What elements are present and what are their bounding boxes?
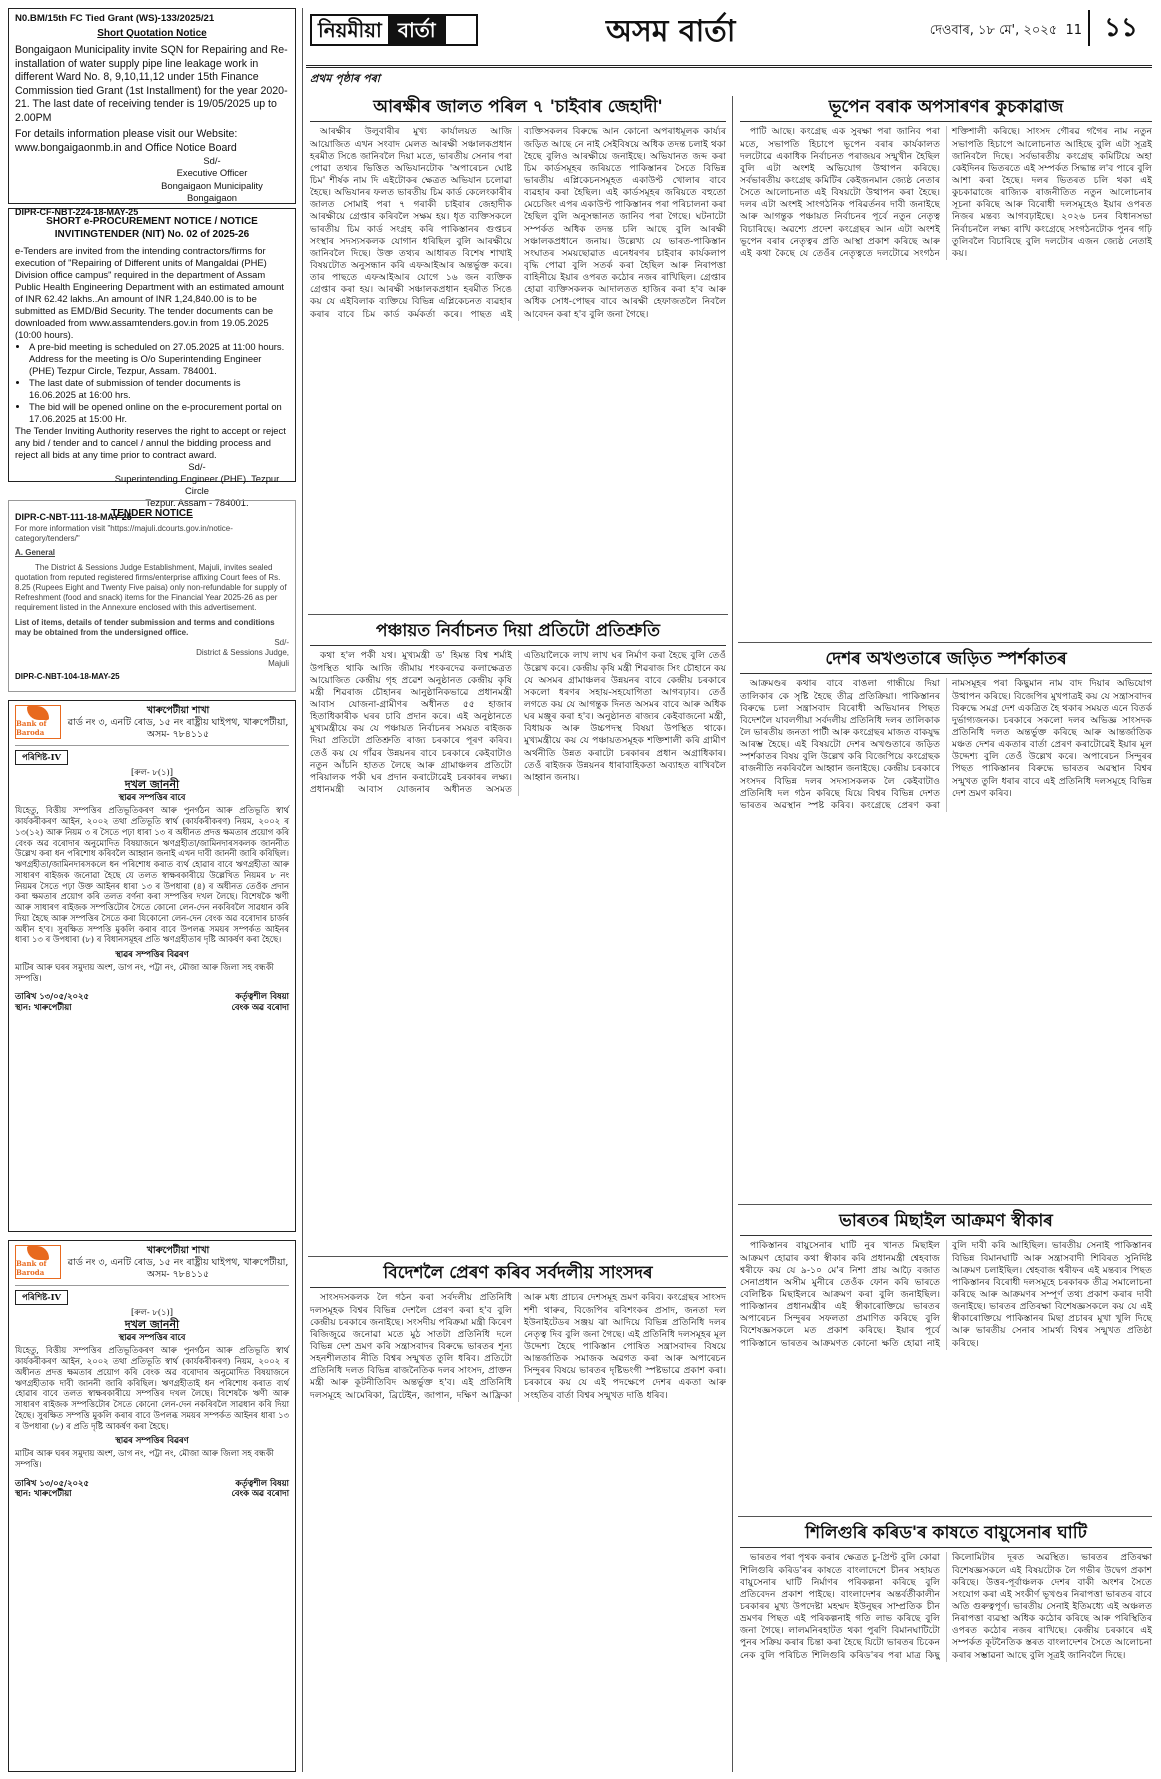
schedule-title: স্থাৱৰ সম্পত্তিৰ বিৱৰণ [115, 949, 189, 960]
bank-header [15, 705, 289, 746]
notice-closing: The Tender Inviting Authority reserves the right to accept or reject any bid / tender and to cancel / annul the bidding process and reject all bids at any time prior to contract award. [15, 425, 286, 461]
bank-logo-icon: Bank of Baroda [15, 705, 61, 739]
article-headline[interactable]: ভূপেন বৰাক অপসাৰণৰ কুচকাৱাজ [740, 96, 1152, 122]
notice-heading: Short Quotation Notice [97, 28, 207, 40]
notice-signature: তাৰিখ ১৩/০৫/২০২৫ স্থান: খাৰুপেটীয়া কৰ্তৃত্বশীল বিষয়া বেংক অৱ বৰোদা [15, 991, 289, 1013]
notice-body: যিহেতু, বিত্তীয় সম্পত্তিৰ প্ৰতিভূতিকৰণ আৰু পুনৰ্গঠন আৰু প্ৰতিভূতি স্বাৰ্থ কাৰ্যকৰীকৰণ আইন, ২০০২ তথা প্ৰতিভূতি স্বাৰ্থ (কাৰ্যকৰীকৰণ) নিয়ম, ২০০২ ৰ ১৩(১২) আৰু নিয়ম ৩ ৰ সৈতে পঢ়া ধাৰা ১৩ ৰ অধীনত প্ৰদত্ত ক্ষমতাৰ প্ৰয়োগ কৰি বেংক অৱ বৰোদাৰ অনুমোদিত বিষয়াজনে ঋণগ্ৰহীতা/জামিনদাৰসকলক জাননীত উল্লেখ কৰা ধন পৰিশোধ কৰিবলৈ আহ্বান জনাই এখন দাবী জাননী জাৰি কৰিছিল। ঋণগ্ৰহীতা/জামিনদাৰসকলে ধন পৰিশোধ কৰাত ব্যৰ্থ হোৱাৰ বাবে ঋণগ্ৰহীতা আৰু সাধাৰণ ৰাইজক জনোৱা হৈছে যে তলত স্বাক্ষৰকাৰীয়ে উল্লেখিত নিয়মৰ ৮ নং নিয়মৰ সৈতে পঢ়া উক্ত আইনৰ ধাৰা ১৩ ৰ উপধাৰা (৪) ৰ অধীনত তেওঁক প্ৰদান কৰা ক্ষমতাৰ প্ৰয়োগ কৰি তলত বৰ্ণনা কৰা সম্পত্তিৰ দখল লৈছে। বিশেষকৈ ঋণী আৰু সাধাৰণ ৰাইজক সম্পত্তিটোৰ সৈতে কোনো লেন-দেন নকৰিবলৈ সাৱধান কৰি দিয়া হৈছে আৰু সম্পত্তিৰ সৈতে কৰা যিকোনো লেন-দেন বেংক অৱ বৰোদাৰ চাৰ্জৰ অধীন হ'ব। সুৰক্ষিত সম্পত্তি মুকলি কৰাৰ বাবে উপলব্ধ সময়ৰ সম্পৰ্কত আইনৰ ধাৰা ১৩ ৰ উপধাৰা (৮) ৰ বিধানসমূহৰ প্ৰতি ঋণগ্ৰহীতাৰ দৃষ্টি আকৰ্ষণ কৰা হৈছে। [15, 805, 289, 945]
short-quotation-notice [8, 8, 296, 217]
notice-body: The District & Sessions Judge Establishment, Majuli, invites sealed quotation from reputed registered firms/enterprise affixing Court fees of Rs. 8.25 (Rupees Eight and Twenty Five paisa) only non-refundable for supply of Refreshment (food and snack) items for the Financial Year 2025-26 as per requirement listed in the Annexure enclosed with this advertisement. [15, 562, 287, 613]
notice-body: যিহেতু, বিত্তীয় সম্পত্তিৰ প্ৰতিভূতিকৰণ আৰু পুনৰ্গঠন আৰু প্ৰতিভূতি স্বাৰ্থ কাৰ্যকৰীকৰণ আইন, ২০০২ তথা প্ৰতিভূতি স্বাৰ্থ (কাৰ্যকৰীকৰণ) নিয়ম, ২০০২ ৰ অধীনত প্ৰদত্ত ক্ষমতাৰ প্ৰয়োগ কৰি বেংক অৱ বৰোদাৰ অনুমোদিত বিষয়াজনে ঋণগ্ৰহীতাক দাবী জাননী জাৰি কৰিছিল। ঋণগ্ৰহীতাই ধন পৰিশোধ কৰাত ব্যৰ্থ হোৱাৰ বাবে তলত স্বাক্ষৰকাৰীয়ে সম্পত্তিৰ দখল লৈছে। বিশেষকৈ ঋণী আৰু সাধাৰণ ৰাইজক সম্পত্তিটোৰ সৈতে কোনো লেন-দেন নকৰিবলৈ সাৱধান কৰি দিয়া হৈছে। সুৰক্ষিত সম্পত্তি মুকলি কৰাৰ বাবে উপলব্ধ সময়ৰ সম্পৰ্কত আইনৰ ধাৰা ১৩ ৰ উপধাৰা (৮) ৰ প্ৰতি দৃষ্টি আকৰ্ষণ কৰা হৈছে। [15, 1345, 289, 1431]
list-item: • The bid will be opened online on the e-procurement portal on 17.06.2025 at 15:00 Hr. [29, 401, 289, 425]
article-body: কথা হ'ল পৰ্কী যথ। মুখ্যমন্ত্ৰী ড' হিমন্ত বিশ্ব শৰ্মাই উপস্থিত থাকি আজি জীমায় শংকৰদেৱ কলাক্ষেত্ৰত আয়োজিত কেন্দ্ৰীয় গৃহ প্ৰৱেশ অনুষ্ঠানত কেন্দ্ৰীয় কৃষি মন্ত্ৰী শিৱৰাজ চৌহানৰ আনুষ্ঠানিকভাৱে প্ৰধানমন্ত্ৰী আবাস যোজনা-গ্ৰামীণৰ অধীনত ৫৫ হাজাৰ হিতাধিকাৰীক ঘৰৰ চাবি প্ৰদান কৰে। এই অনুষ্ঠানতে মুখ্যমন্ত্ৰীয়ে কয় যে পঞ্চায়ত নিৰ্বাচনৰ সময়ত ৰাইজক দিয়া প্ৰতিটো প্ৰতিশ্ৰুতি ৰাজ্য চৰকাৰে পূৰণ কৰিব। তেওঁ কয় যে গাঁৱৰ উন্নয়নৰ বাবে চৰকাৰে কেইবাটাও নতুন আঁচনি হাতত লৈছে আৰু গ্ৰামাঞ্চলৰ প্ৰতিটো পৰিয়ালক পকী ঘৰ প্ৰদান কৰাটোৱেই চৰকাৰৰ লক্ষ্য। প্ৰধানমন্ত্ৰী আবাস যোজনাৰ অধীনত অসমত এতিয়ালৈকে লাখ লাখ ঘৰ নিৰ্মাণ কৰা হৈছে বুলি তেওঁ উল্লেখ কৰে। কেন্দ্ৰীয় কৃষি মন্ত্ৰী শিৱৰাজ সিং চৌহানে কয় যে অসমৰ গ্ৰামাঞ্চলৰ উন্নয়নৰ বাবে কেন্দ্ৰীয় চৰকাৰে সকলো ধৰণৰ সহায়-সহযোগিতা আগবঢ়াব। তেওঁ লগতে কয় যে আগন্তুক দিনত অসমৰ বাবে আৰু অধিক ঘৰ মঞ্জুৰ কৰা হ'ব। অনুষ্ঠানত ৰাজ্যৰ কেইবাজনো মন্ত্ৰী, বিধায়ক আৰু উচ্চপদস্থ বিষয়া উপস্থিত থাকে। মুখ্যমন্ত্ৰীয়ে কয় যে পঞ্চায়তসমূহক শক্তিশালী কৰি গ্ৰামীণ অৰ্থনীতি উন্নত কৰাটো চৰকাৰৰ প্ৰধান অগ্ৰাধিকাৰ। তেওঁ ৰাইজক উন্নয়নৰ ধাৰাবাহিকতা অব্যাহত ৰাখিবলৈ আহ্বান জনায়। [310, 650, 726, 795]
notice-title: দখল জাননী [124, 1317, 180, 1331]
newspaper-logo[interactable] [310, 14, 478, 46]
notice-body: Bongaigaon Municipality invite SQN for Repairing and Re-installation of water supply pipe line leakage work in different Ward No. 8, 9,10,11,12 under 15th Finance Commission tied Grant (1st Installment) for the year 2020-21. The last date of receiving tender is 19/05/2025 up to 2.00PM [15, 44, 288, 124]
rule-label: [ৰুল- ৮(১)] [131, 1306, 173, 1317]
bank-possession-notice-2 [8, 1240, 296, 1772]
article-siliguri-corridor [740, 1522, 1152, 1772]
schedule-body: মাটিৰ আৰু ঘৰৰ সমুদায় অংশ, ডাগ নং, পট্টা নং, মৌজা আৰু জিলা সহ বন্ধকী সম্পত্তি। [15, 961, 274, 983]
list-item: • A pre-bid meeting is scheduled on 27.05.2025 at 11:00 hours. Address for the meeting is O/o Superintending Engineer (PHE) Tezpur Circle, Tezpur, Assam. 784001. [29, 341, 289, 377]
article-body: ভাৰতৰ পৰা পৃথক কৰাৰ ক্ষেত্ৰত চু-প্ৰিণ্ট বুলি কোৱা শিলিগুৰি কৰিড'ৰৰ কাষতে বাংলাদেশে চীনৰ সহায়ত বায়ুসেনাৰ ঘাটি নিৰ্মাণৰ পৰিকল্পনা কৰিছে বুলি প্ৰতিবেদন প্ৰকাশ পাইছে। বাংলাদেশৰ অন্তৰ্বৰ্তীকালীন চৰকাৰৰ মুখ্য উপদেষ্টা মহম্মদ ইউনুছৰ সাম্প্ৰতিক চীন ভ্ৰমণৰ পিছত এই পৰিকল্পনাই গতি লাভ কৰিছে বুলি জনা গৈছে। লালমনিৰহাটত থকা পুৰণি বিমানঘাটিটো পুনৰ সক্ৰিয় কৰাৰ চিন্তা কৰা হৈছে যিটো ভাৰতৰ চিকেন নেক বুলি পৰিচিত শিলিগুৰি কৰিড'ৰৰ পৰা মাত্ৰ কিছু কিলোমিটাৰ দূৰত অৱস্থিত। ভাৰতৰ প্ৰতিৰক্ষা বিশেষজ্ঞসকলে এই বিষয়টোক লৈ গভীৰ উদ্বেগ প্ৰকাশ কৰিছে। উত্তৰ-পূৰ্বাঞ্চলক দেশৰ বাকী অংশৰ সৈতে সংযোগ কৰা এই সংকীৰ্ণ ভূখণ্ডৰ নিৰাপত্তা ভাৰতৰ বাবে অতি গুৰুত্বপূৰ্ণ। ভাৰতীয় সেনাই ইতিমধ্যে এই অঞ্চলত নিৰাপত্তা ব্যৱস্থা অধিক কঠোৰ কৰিছে আৰু পৰিস্থিতিৰ ওপৰত কঠোৰ নজৰ ৰাখিছে। কেন্দ্ৰীয় চৰকাৰে এই সম্পৰ্কত কূটনৈতিক স্তৰত বাংলাদেশৰ সৈতে আলোচনা কৰাৰ সম্ভাৱনা আছে বুলি সূত্ৰই জানিবলৈ দিছে। [740, 1552, 1152, 1661]
notice-footer-code: DIPR-C-NBT-104-18-MAY-25 [15, 671, 120, 681]
rule-label: [ৰুল- ৮(১)] [131, 766, 173, 777]
page-number-local: ১১ [1088, 10, 1152, 46]
tender-notice [8, 500, 296, 692]
schedule-title: স্থাৱৰ সম্পত্তিৰ বিৱৰণ [115, 1435, 189, 1446]
publication-date: দেওবাৰ, ১৮ মে', ২০২৫ 11 [929, 23, 1082, 38]
notice-subtitle: স্থাৱৰ সম্পত্তিৰ বাবে [118, 791, 186, 802]
article-headline[interactable]: বিদেশলৈ প্ৰেৰণ কৰিব সৰ্বদলীয় সাংসদৰ [310, 1262, 726, 1288]
notice-info-link[interactable]: For more information visit "https://majuli.dcourts.gov.in/notice-category/tenders/" [15, 523, 233, 544]
notice-footer-code: DIPR-CF-NBT-224-18-MAY-25 [15, 206, 139, 217]
article-headline[interactable]: আৰক্ষীৰ জালত পৰিল ৭ 'চাইবাৰ জেহাদী' [310, 96, 726, 122]
article-all-party-delegation [310, 1262, 726, 1772]
logo-left-text: নিয়মীয়া [318, 17, 382, 42]
notice-signature: Sd/- District & Sessions Judge, Majuli [196, 638, 289, 668]
article-headline[interactable]: পঞ্চায়ত নিৰ্বাচনত দিয়া প্ৰতিটো প্ৰতিশ্ৰুতি [310, 620, 726, 646]
notice-section: A. General [15, 548, 56, 558]
article-missile-attack [740, 1210, 1152, 1510]
notice-subtitle: স্থাৱৰ সম্পত্তিৰ বাবে [118, 1331, 186, 1342]
page-number-latin: 11 [1065, 23, 1082, 38]
notice-signature: Sd/- Superintending Engineer (PHE). Tezpur Circle Tezpur. Assam - 784001. [114, 461, 280, 509]
notice-footer-code: DIPR-C-NBT-111-18-MAY-25 [15, 512, 132, 523]
article-headline[interactable]: দেশৰ অখণ্ডতাৰে জড়িত স্পৰ্শকাতৰ [740, 648, 1152, 674]
appendix-label: পৰিশিষ্ট-IV [15, 750, 68, 765]
bank-address: খাৰুপেটীয়া শাখা ৱাৰ্ড নং ৩, এনটি ৰোড, ১৫ নং ৰাষ্ট্ৰীয় ঘাইপথ, খাৰুপেটীয়া, অসম- ৭৮৪১১৫ [67, 705, 289, 741]
notice-ref: N0.BM/15th FC Tied Grant (WS)-133/2025/21 [15, 13, 215, 24]
article-body: আক্ৰমণ্ডৰ কথাৰ বাবে বাঙলা গান্ধীয়ে দিয়া তালিকাৰ কে সৃষ্টি হৈছে তীব্ৰ প্ৰতিক্ৰিয়া। পাকিস্তানৰ বিৰুদ্ধে চলা সন্ত্ৰাসবাদ বিৰোধী অভিযানৰ পিছত বিদেশলৈ যাবলগীয়া সৰ্বদলীয় প্ৰতিনিধি দলৰ তালিকাক লৈ ভাৰতীয় জনতা পাৰ্টী আৰু কংগ্ৰেছৰ মাজত বাকযুদ্ধ আৰম্ভ হৈছে। এই বিষয়টো দেশৰ অখণ্ডতাৰে জড়িত স্পৰ্শকাতৰ বিষয় বুলি উল্লেখ কৰি বিজেপিয়ে কংগ্ৰেছক ৰাজনীতি নকৰিবলৈ আহ্বান জনাইছে। কেন্দ্ৰীয় চৰকাৰে সংসদৰ বিভিন্ন দলৰ সদস্যসকলক লৈ কেইবাটাও প্ৰতিনিধি দল গঠন কৰিছে যিয়ে বিশ্বৰ বিভিন্ন দেশত ভাৰতৰ অৱস্থান স্পষ্ট কৰিব। কংগ্ৰেছে প্ৰেৰণ কৰা নামসমূহৰ পৰা কিছুমান নাম বাদ দিয়াৰ অভিযোগ উত্থাপন কৰিছে। বিজেপিৰ মুখপাত্ৰই কয় যে সন্ত্ৰাসবাদৰ বিৰুদ্ধে সমগ্ৰ দেশ একত্ৰিত হৈ থকাৰ সময়ত এনে বিতৰ্ক দুৰ্ভাগ্যজনক। চৰকাৰে সকলো দলৰ অভিজ্ঞ সাংসদক প্ৰতিনিধি দলত অন্তৰ্ভুক্ত কৰিছে আৰু আন্তৰ্জাতিক মঞ্চত দেশৰ একতাৰ বাৰ্তা প্ৰেৰণ কৰাটোৱেই ইয়াৰ মূল উদ্দেশ্য বুলি তেওঁ উল্লেখ কৰে। অপাৰেচন সিন্দুৰৰ পিছত পাকিস্তানৰ বিৰুদ্ধে ভাৰতৰ অৱস্থান বিশ্বৰ সন্মুখত তুলি ধৰাৰ বাবে এই প্ৰতিনিধি দলসমূহে বিভিন্ন দেশ ভ্ৰমণ কৰিব। [740, 678, 1152, 811]
notice-body: e-Tenders are invited from the intending contractors/firms for execution of "Repairing of Different units of Mangaldai (PHE) Division office campus" required in the department of Assam Public Health Engineering Department with an estimated amount of INR 62.42 lakhs..An amount of INR 1,24,840.00 is to be submitted as EMD/Bid Security. The tender documents can be downloaded from www.assamtenders.gov.in from 19.05.2025 (10:00 hours). [15, 244, 284, 340]
page-section-title: অসম বাৰ্তা [606, 14, 736, 49]
masthead [306, 8, 1152, 68]
article-headline[interactable]: ভাৰতৰ মিছাইল আক্ৰমণ স্বীকাৰ [740, 1210, 1152, 1236]
notice-heading: TENDER NOTICE [111, 508, 193, 519]
notice-title: দখল জাননী [124, 777, 180, 791]
article-body: পাটি আছে। কংগ্ৰেছ এক সুৰক্ষা পৰা জানিব পৰা মতে, সভাপতি হিচাপে ভূপেন বৰাৰ কাৰ্যকালত দলটোৱে একাধিক নিৰ্বাচনত পৰাজয়ৰ সন্মুখীন হৈছিল বুলি এটা অংশই অভিযোগ উত্থাপন কৰিছে। সৰ্বভাৰতীয় কংগ্ৰেছ কমিটিৰ কেইজনমান জ্যেষ্ঠ নেতাৰ সৈতে আলোচনাত এই বিষয়টো উত্থাপন কৰা হৈছে। দলৰ এটা অংশই সাংগঠনিক পৰিৱৰ্তনৰ দাবী জনাইছে আৰু আগন্তুক পঞ্চায়ত নিৰ্বাচনৰ পূৰ্বে নতুন নেতৃত্ব বিচাৰিছে। অৱশ্যে প্ৰদেশ কংগ্ৰেছৰ আন এটা অংশই ভূপেন বৰাৰ নেতৃত্বৰ প্ৰতি আস্থা প্ৰকাশ কৰিছে আৰু এই কথা কৈছে যে তেওঁৰ নেতৃত্বতে দলটোৱে সংগঠন শক্তিশালী কৰিছে। সাংসদ গৌৰৱ গগৈৰ নাম নতুন সভাপতি হিচাপে আলোচনাত আহিছে বুলি এটা সূত্ৰই জানিবলৈ দিছে। সৰ্বভাৰতীয় কংগ্ৰেছ কমিটিয়ে অহা কেইদিনৰ ভিতৰতে এই সম্পৰ্কত সিদ্ধান্ত ল'ব পাৰে বুলি আশা কৰা হৈছে। দলৰ ভিতৰত চলি থকা এই কুচকাৱাজে ৰাজ্যিক ৰাজনীতিত নতুন আলোচনাৰ সূচনা কৰিছে আৰু বিৰোধী দলসমূহেও ইয়াৰ ওপৰত নিজৰ মন্তব্য আগবঢ়াইছে। ২০২৬ চনৰ বিধানসভা নিৰ্বাচনলৈ লক্ষ্য ৰাখি কংগ্ৰেছে সংগঠনটোক পুনৰ গঢ়ি তুলিবলৈ বিচাৰিছে বুলি দলটোৰ এজন জ্যেষ্ঠ নেতাই কয়। [740, 126, 1152, 259]
notice-signature: তাৰিখ ১৩/০৫/২০২৫ স্থান: খাৰুপেটীয়া কৰ্তৃত্বশীল বিষয়া বেংক অৱ বৰোদা [15, 1477, 289, 1499]
notice-closing: List of items, details of tender submission and terms and conditions may be obtained from the undersigned office. [15, 617, 275, 637]
appendix-label: পৰিশিষ্ট-IV [15, 1290, 68, 1305]
notice-info: For details information please visit our Website: www.bongaigaonmb.in and Office Notice Board [15, 128, 238, 154]
notice-heading: SHORT e-PROCUREMENT NOTICE / NOTICE INVITINGTENDER (NIT) No. 02 of 2025-26 [46, 216, 258, 240]
notice-bullet-list [15, 341, 289, 425]
article-panchayat-promise [310, 620, 726, 1250]
bank-possession-notice-1 [8, 700, 296, 1232]
article-bhupen-bora [740, 96, 1152, 636]
article-body: পাকিস্তানৰ বায়ুসেনাৰ ঘাটি নুৰ খানত মিছাইল আক্ৰমণ হোৱাৰ কথা স্বীকাৰ কৰি প্ৰধানমন্ত্ৰী শ্বেহবাজ শ্বৰীফে কয় যে ৯-১০ মে'ৰ নিশা প্ৰায় আঢ়ৈ বজাত সেনাপ্ৰধান অসীম মুনীৰে তেওঁক ফোন কৰি ভাৰতে বেলিষ্টিক মিছাইলৰে আক্ৰমণ কৰা বুলি জনাইছিল। পাকিস্তানৰ প্ৰধানমন্ত্ৰীৰ এই স্বীকাৰোক্তিয়ে ভাৰতৰ অপাৰেচন সিন্দুৰৰ সফলতা প্ৰমাণিত কৰিছে বুলি বিশেষজ্ঞসকলে মত প্ৰকাশ কৰিছে। ইয়াৰ পূৰ্বে পাকিস্তানে ভাৰতৰ আক্ৰমণত কোনো ক্ষতি হোৱা নাই বুলি দাবী কৰি আহিছিল। ভাৰতীয় সেনাই পাকিস্তানৰ বিভিন্ন বিমানঘাটি আৰু সন্ত্ৰাসবাদী শিবিৰত সুনিৰ্দিষ্ট আক্ৰমণ চলাইছিল। শ্বেহবাজ শ্বৰীফৰ এই মন্তব্যৰ পিছত পাকিস্তানৰ বিৰোধী দলসমূহে চৰকাৰক তীব্ৰ সমালোচনা কৰিছে আৰু আক্ৰমণৰ সম্পূৰ্ণ তথ্য প্ৰকাশ কৰাৰ দাবী জনাইছে। ভাৰতৰ প্ৰতিৰক্ষা বিশেষজ্ঞসকলে কয় যে এই স্বীকাৰোক্তিয়ে পাকিস্তানৰ মিছা প্ৰচাৰৰ মুখা খুলি দিছে আৰু ভাৰতীয় সেনাৰ সামৰ্থ্য বিশ্বৰ সন্মুখত প্ৰতিষ্ঠা কৰিছে। [740, 1240, 1152, 1349]
bank-logo-icon: Bank of Baroda [15, 1245, 61, 1279]
schedule-body: মাটিৰ আৰু ঘৰৰ সমুদায় অংশ, ডাগ নং, পট্টা নং, মৌজা আৰু জিলা সহ বন্ধকী সম্পত্তি। [15, 1448, 274, 1469]
bank-header [15, 1245, 289, 1286]
notice-signature: Sd/- Executive Officer Bongaigaon Municipality Bongaigaon [161, 155, 263, 203]
article-cyber-jihadi [310, 96, 726, 608]
article-national-integrity [740, 648, 1152, 1198]
article-body: সাংসদসকলক লৈ গঠন কৰা সৰ্বদলীয় প্ৰতিনিধি দলসমূহক বিশ্বৰ বিভিন্ন দেশলৈ প্ৰেৰণ কৰা হ'ব বুলি কেন্দ্ৰীয় চৰকাৰে জনাইছে। সংসদীয় পৰিক্ৰমা মন্ত্ৰী কিৰেণ ৰিজিজুৱে জনোৱা মতে মুঠ সাতটা প্ৰতিনিধি দলে বিভিন্ন দেশ ভ্ৰমণ কৰি সন্ত্ৰাসবাদৰ বিৰুদ্ধে ভাৰতৰ শূন্য সহনশীলতাৰ নীতি বিশ্বৰ সন্মুখত তুলি ধৰিব। প্ৰতিটো প্ৰতিনিধি দলত বিভিন্ন ৰাজনৈতিক দলৰ সাংসদ, প্ৰাক্তন মন্ত্ৰী আৰু কূটনীতিবিদ অন্তৰ্ভুক্ত হ'ব। এই প্ৰতিনিধি দলসমূহে আমেৰিকা, ব্ৰিটেইন, জাপান, দক্ষিণ আফ্ৰিকা আৰু মধ্য প্ৰাচ্যৰ দেশসমূহ ভ্ৰমণ কৰিব। কংগ্ৰেছৰ সাংসদ শশী থাৰুৰ, বিজেপিৰ ৰবিশংকৰ প্ৰসাদ, জনতা দল ইউনাইটেডৰ সঞ্জয় ঝা আদিয়ে বিভিন্ন প্ৰতিনিধি দলৰ নেতৃত্ব দিব বুলি জনা গৈছে। এই প্ৰতিনিধি দলসমূহৰ মূল উদ্দেশ্য হৈছে পাকিস্তান পোষিত সন্ত্ৰাসবাদৰ বিষয়ে আন্তৰ্জাতিক সমাজক অৱগত কৰা আৰু অপাৰেচন সিন্দুৰৰ বিষয়ে ভাৰতৰ দৃষ্টিভংগী স্পষ্টভাৱে প্ৰকাশ কৰা। চৰকাৰে কয় যে এই পদক্ষেপে দেশৰ একতা আৰু সংহতিৰ বাৰ্তা বিশ্বৰ সন্মুখত দাঙি ধৰিব। [310, 1292, 726, 1401]
list-item: • The last date of submission of tender documents is 16.06.2025 at 16:00 hrs. [29, 377, 289, 401]
logo-right-text: বাৰ্তা [388, 16, 446, 44]
article-headline[interactable]: শিলিগুৰি কৰিড'ৰ কাষতে বায়ুসেনাৰ ঘাটি [740, 1522, 1152, 1548]
bank-address: খাৰুপেটীয়া শাখা ৱাৰ্ড নং ৩, এনটি ৰোড, ১৫ নং ৰাষ্ট্ৰীয় ঘাইপথ, খাৰুপেটীয়া, অসম- ৭৮৪১১৫ [67, 1245, 289, 1281]
article-body: আৰক্ষীৰ উলুবাৰীৰ মুখ্য কাৰ্যালয়ত আজি আয়োজিত এখন সংবাদ মেলত আৰক্ষী সঞ্চালকপ্ৰধান হৰমীত সিঙে জানিবলৈ দিয়া মতে, ভাৰতীয় সেনাৰ পৰা পোৱা তথ্যৰ ভিত্তিত অভিযানটোক 'অপাৰেচন ঘোষ্ট চিম' শীৰ্ষক নাম দি এইটোকৰ ক্ষেত্ৰত অভিযান চলোৱা হৈছে। অভিযানৰ ফলত ভাৰতীয় চিম কাৰ্ড কেলেংকাৰীৰ জালত সোমাই পৰা ৭ গৰাকী চাইবাৰ জেহাদীক আৰক্ষীয়ে গ্ৰেপ্তাৰ কৰিবলৈ সক্ষম হয়। ধৃত ব্যক্তিসকলে ভাৰতীয় চিম কাৰ্ড সংগ্ৰহ কৰি পাকিস্তানৰ গুপ্তচৰ সংস্থাৰ সদস্যসকলক যোগান ধৰিছিল বুলি আৰক্ষীয়ে জানিবলৈ দিছে। উক্ত তথ্যৰ আধাৰত বিশেষ শাখাই বিষয়টোত অনুসন্ধান কৰি এফআইআৰ অন্তৰ্ভুক্ত কৰে। তাৰ পাছতে এফআইআৰ যোগে ১৬ জন ব্যক্তিক গ্ৰেপ্তাৰ কৰা হয়। আৰক্ষী সঞ্চালকপ্ৰধান হৰমীত সিঙে কয় যে এইবিলাক ব্যক্তিয়ে বিভিন্ন এপ্লিকেচনত ব্যৱহাৰ কৰাৰ বাবে চিম কাৰ্ড কৰ্মকৰ্তা কৰে। পাছত এই ব্যক্তিসকলৰ বিৰুদ্ধে আন কোনো অপৰাধমূলক কাৰ্য্যৰ জড়িত আছে নে নাই সেইবিষয়ে অধিক তদন্ত চলাই থকা হৈছে বুলিও আৰক্ষীয়ে জনাইছে। অভিযানত জব্দ কৰা চিম কাৰ্ডসমূহৰ জৰিয়তে পাকিস্তানৰ সৈতে বিভিন্ন ভাৰতীয় এপ্লিকেচনসমূহত একাউণ্ট খোলাৰ বাবে ব্যৱহাৰ কৰা হৈছিল। এই কাৰ্ডসমূহৰ জৰিয়তে বহুতো মেচেজিং এপৰ একাউণ্ট পাকিস্তানৰ পৰা পৰিচালনা কৰা হৈছিল বুলি অনুসন্ধানত জানিব পৰা গৈছে। ঘটনাটো সম্পৰ্কত অধিক তদন্ত চলি আছে বুলি আৰক্ষী সঞ্চালকপ্ৰধানে জনায়। উল্লেখ্য যে ভাৰত-পাকিস্তান সংঘাতৰ সময়ছোৱাত এনেধৰণৰ চাইবাৰ কাৰ্যকলাপ বৃদ্ধি পোৱা বুলি সতৰ্ক কৰা হৈছিল আৰু নিৰাপত্তা বাহিনীয়ে ইয়াৰ ওপৰত কঠোৰ নজৰ ৰাখিছিল। গ্ৰেপ্তাৰ হোৱা ব্যক্তিসকলক আদালতত হাজিৰ কৰা হ'ব আৰু অধিক সোধ-পোছৰ বাবে আৰক্ষী হেফাজতলৈ নিবলৈ আবেদন কৰা হ'ব বুলি জনা গৈছে। [310, 126, 726, 320]
continued-label: প্ৰথম পৃষ্ঠাৰ পৰা [310, 72, 380, 85]
